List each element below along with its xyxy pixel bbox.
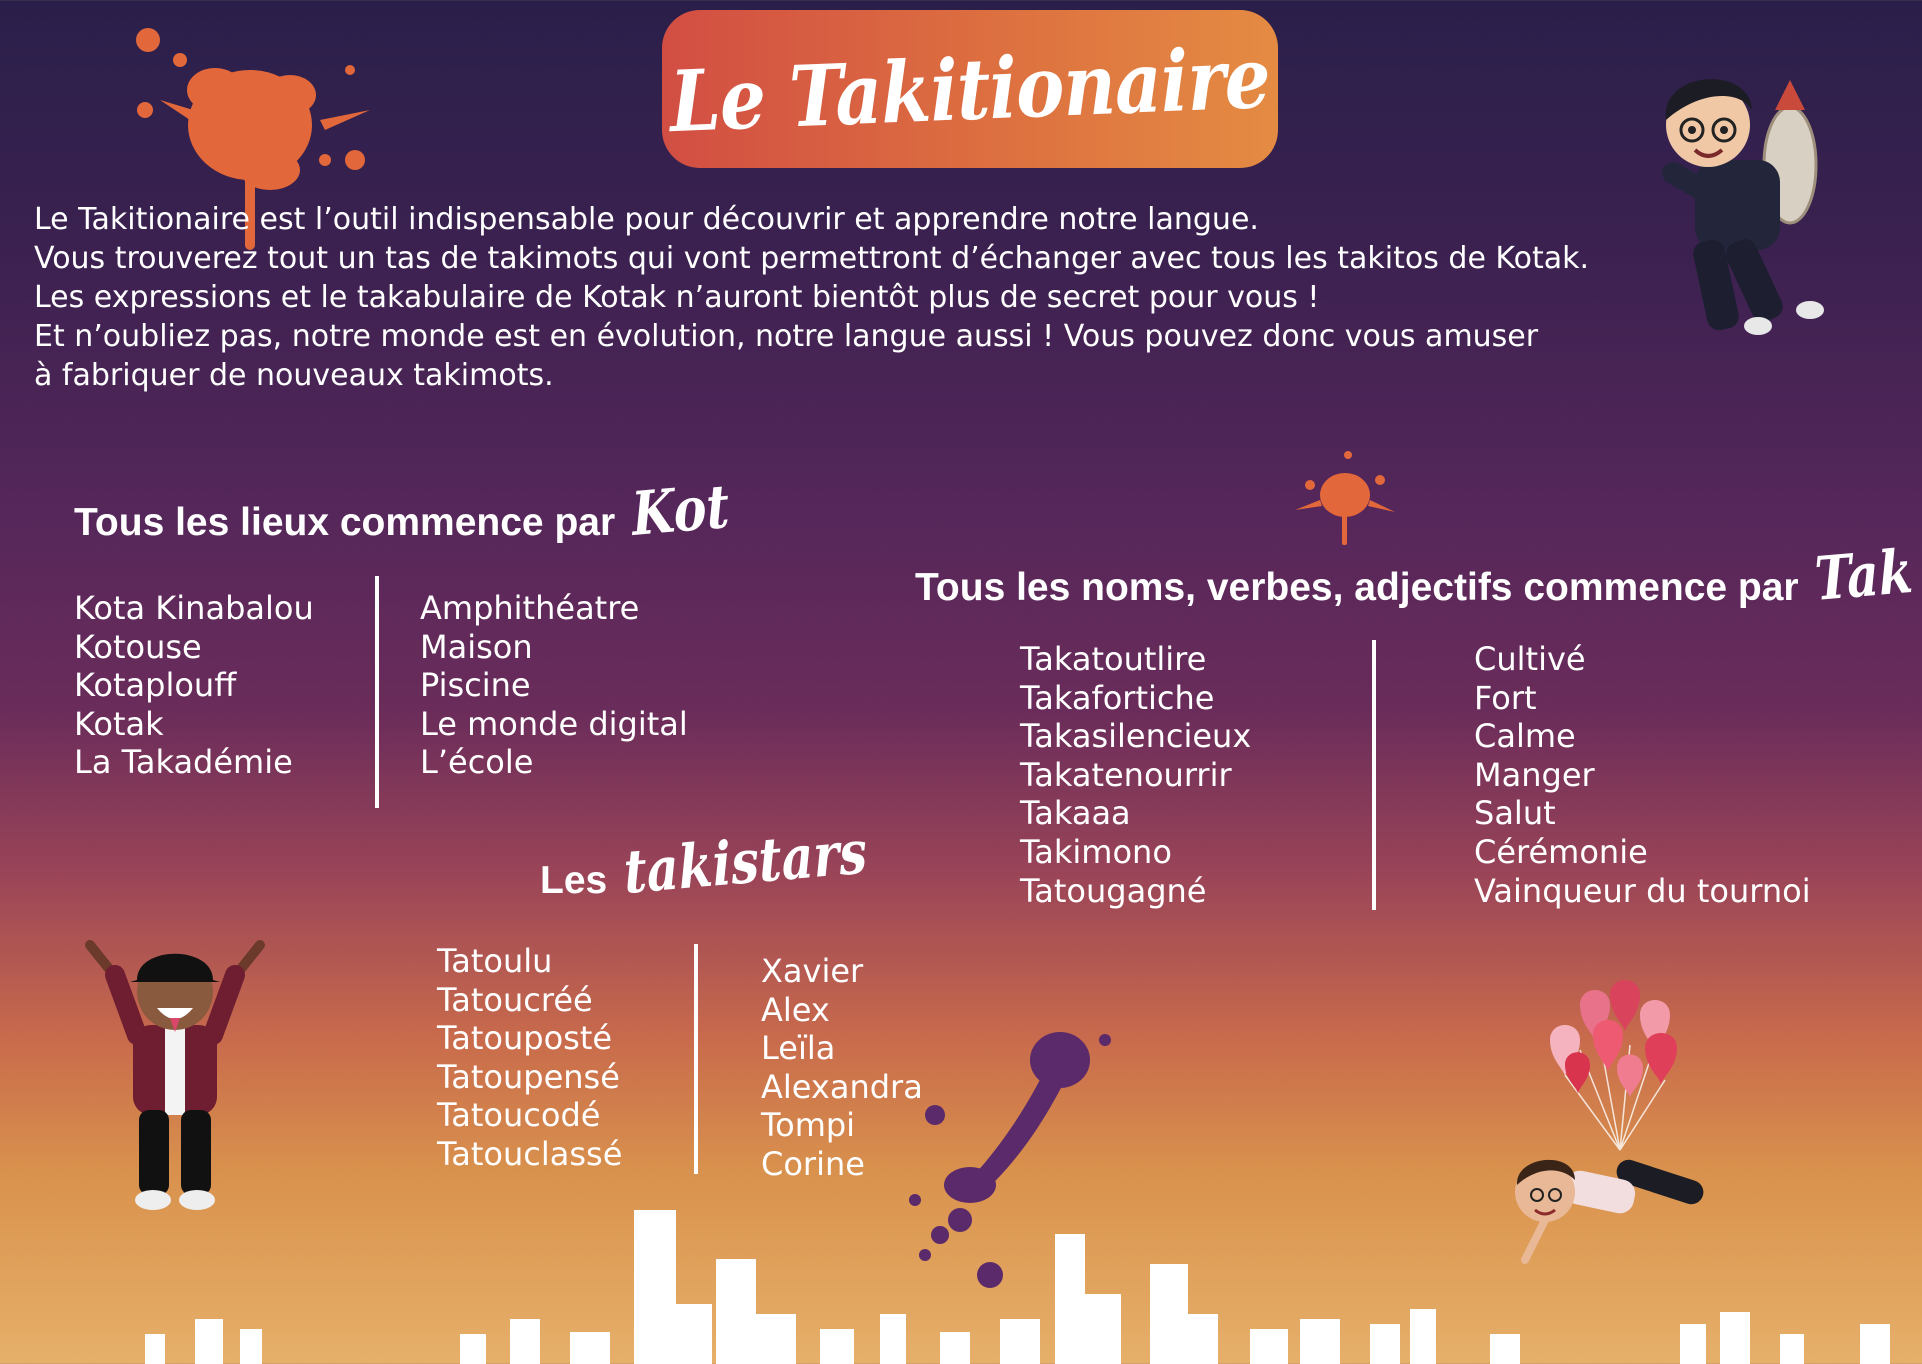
- list-item: Tatoucréé: [437, 980, 593, 1019]
- list-item: Le monde digital: [420, 704, 688, 743]
- list-item: Takaaa: [1020, 794, 1131, 833]
- list-item: Salut: [1474, 794, 1556, 833]
- takistars-divider: [694, 944, 698, 1174]
- places-heading-script: Kot: [629, 471, 731, 550]
- list-item: Cérémonie: [1474, 832, 1648, 871]
- list-item: Kota Kinabalou: [74, 589, 314, 627]
- list-item: Amphithéatre: [420, 589, 640, 627]
- city-skyline-icon: [0, 1204, 1922, 1364]
- list-item: Xavier: [761, 952, 864, 990]
- places-divider: [375, 576, 379, 808]
- intro-line: Vous trouverez tout un tas de takimots qui vont permettront d’échanger avec tous les takitos de Kotak.: [34, 241, 1590, 276]
- places-list-left: [74, 589, 314, 782]
- words-divider: [1372, 640, 1376, 910]
- takistars-list-left: [437, 942, 622, 1174]
- list-item: Alexandra: [761, 1067, 923, 1106]
- list-item: Takatoutlire: [1020, 640, 1207, 678]
- list-item: Tatougagné: [1020, 871, 1207, 910]
- words-list-left: [1020, 640, 1251, 910]
- page-title: Le Takitionaire: [668, 27, 1272, 151]
- words-heading-script: Tak: [1813, 536, 1916, 615]
- list-item: Calme: [1474, 717, 1576, 756]
- list-item: Kotouse: [74, 627, 202, 666]
- list-item: Tatoulu: [437, 942, 553, 980]
- list-item: Takasilencieux: [1020, 717, 1252, 756]
- jetpack-avatar-icon: [1640, 50, 1840, 340]
- list-item: Fort: [1474, 678, 1537, 717]
- title-banner: [662, 10, 1278, 168]
- takistars-heading-script: takistars: [622, 817, 869, 908]
- takistars-heading-text: Les: [540, 859, 608, 902]
- words-list-right: [1474, 640, 1811, 910]
- list-item: Tatoucodé: [437, 1096, 601, 1135]
- takistars-list-right: [761, 952, 923, 1184]
- list-item: Kotak: [74, 704, 164, 743]
- list-item: Leïla: [761, 1029, 836, 1068]
- list-item: Takafortiche: [1020, 678, 1215, 717]
- list-item: Tatoupensé: [437, 1057, 620, 1096]
- places-heading-text: Tous les lieux commence par: [74, 501, 616, 544]
- paint-splat-icon: [1290, 440, 1400, 550]
- waving-avatar-icon: [75, 930, 275, 1220]
- intro-line: Le Takitionaire est l’outil indispensable pour découvrir et apprendre notre langue.: [34, 202, 1259, 237]
- list-item: Tatouclassé: [437, 1134, 623, 1173]
- intro-line: à fabriquer de nouveaux takimots.: [34, 358, 554, 393]
- intro-paragraph: [34, 200, 1694, 395]
- places-list-right: [420, 589, 688, 782]
- list-item: Manger: [1474, 755, 1595, 794]
- list-item: Cultivé: [1474, 640, 1586, 678]
- list-item: L’école: [420, 743, 534, 782]
- list-item: Tompi: [761, 1106, 856, 1145]
- places-heading: [74, 471, 753, 550]
- list-item: Tatouposté: [437, 1019, 613, 1058]
- list-item: Alex: [761, 990, 830, 1029]
- list-item: Vainqueur du tournoi: [1474, 871, 1811, 910]
- words-heading: [915, 536, 1922, 615]
- words-heading-text: Tous les noms, verbes, adjectifs commence par: [915, 566, 1799, 609]
- list-item: La Takadémie: [74, 743, 293, 782]
- list-item: Kotaplouff: [74, 666, 237, 705]
- list-item: Corine: [761, 1144, 865, 1183]
- list-item: Takimono: [1020, 832, 1172, 871]
- list-item: Takatenourrir: [1020, 755, 1232, 794]
- list-item: Maison: [420, 627, 533, 666]
- takistars-heading: [540, 817, 923, 908]
- intro-line: Les expressions et le takabulaire de Kotak n’auront bientôt plus de secret pour vous !: [34, 280, 1320, 315]
- list-item: Piscine: [420, 666, 531, 705]
- intro-line: Et n’oubliez pas, notre monde est en évolution, notre langue aussi ! Vous pouvez donc vous amuser: [34, 319, 1539, 354]
